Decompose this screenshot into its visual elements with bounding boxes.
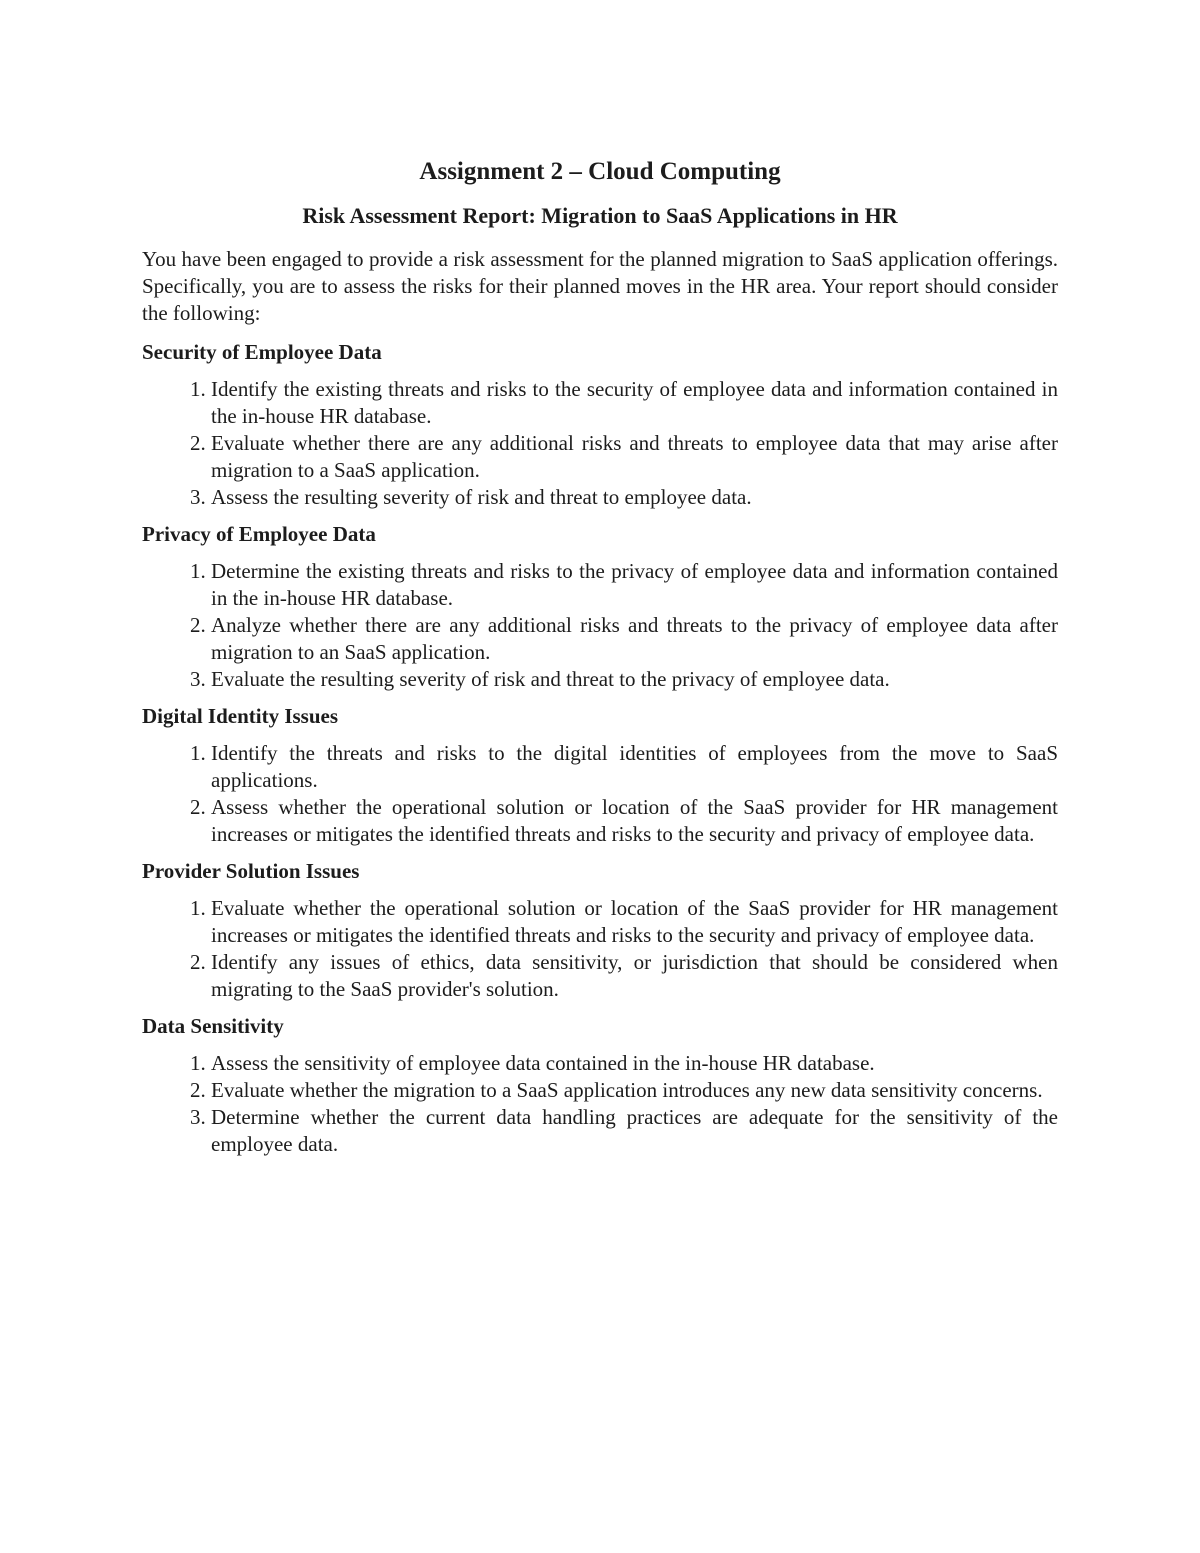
list-item: 1. Evaluate whether the operational solution or location of the SaaS provider for HR management increases or mitigates the identified threats and risks to the security and privacy of employee data. <box>211 895 1058 949</box>
numbered-list <box>142 895 1058 1003</box>
list-item: 2. Identify any issues of ethics, data sensitivity, or jurisdiction that should be considered when migrating to the SaaS provider's solution. <box>211 949 1058 1003</box>
section-heading: Data Sensitivity <box>142 1014 284 1038</box>
document-title: Assignment 2 – Cloud Computing <box>419 158 781 185</box>
numbered-list <box>142 376 1058 511</box>
section-privacy <box>142 521 1058 693</box>
numbered-list <box>142 558 1058 693</box>
numbered-list <box>142 1050 1058 1158</box>
document-page <box>142 150 1058 1168</box>
list-item: 2. Assess whether the operational solution or location of the SaaS provider for HR management increases or mitigates the identified threats and risks to the security and privacy of employee data. <box>211 794 1058 848</box>
section-data-sensitivity <box>142 1013 1058 1158</box>
section-heading: Provider Solution Issues <box>142 859 360 883</box>
intro-paragraph: You have been engaged to provide a risk assessment for the planned migration to SaaS application offerings. Specifically, you are to assess the risks for their planned moves in the HR area. Your report should consider the following: <box>142 247 1058 325</box>
section-security <box>142 339 1058 511</box>
list-item: 3. Assess the resulting severity of risk and threat to employee data. <box>211 484 1058 511</box>
list-item: 2. Analyze whether there are any additional risks and threats to the privacy of employee data after migration to an SaaS application. <box>211 612 1058 666</box>
list-item: 1. Assess the sensitivity of employee data contained in the in-house HR database. <box>211 1050 1058 1077</box>
section-heading: Security of Employee Data <box>142 340 382 364</box>
section-digital-identity <box>142 703 1058 848</box>
list-item: 2. Evaluate whether there are any additional risks and threats to employee data that may arise after migration to a SaaS application. <box>211 430 1058 484</box>
list-item: 3. Determine whether the current data handling practices are adequate for the sensitivity of the employee data. <box>211 1104 1058 1158</box>
section-heading: Privacy of Employee Data <box>142 522 376 546</box>
list-item: 2. Evaluate whether the migration to a SaaS application introduces any new data sensitivity concerns. <box>211 1077 1058 1104</box>
document-subtitle: Risk Assessment Report: Migration to SaaS Applications in HR <box>302 203 898 228</box>
list-item: 1. Identify the existing threats and risks to the security of employee data and information contained in the in-house HR database. <box>211 376 1058 430</box>
list-item: 3. Evaluate the resulting severity of risk and threat to the privacy of employee data. <box>211 666 1058 693</box>
section-provider-solution <box>142 858 1058 1003</box>
section-heading: Digital Identity Issues <box>142 704 339 728</box>
list-item: 1. Identify the threats and risks to the digital identities of employees from the move to SaaS applications. <box>211 740 1058 794</box>
list-item: 1. Determine the existing threats and risks to the privacy of employee data and information contained in the in-house HR database. <box>211 558 1058 612</box>
numbered-list <box>142 740 1058 848</box>
